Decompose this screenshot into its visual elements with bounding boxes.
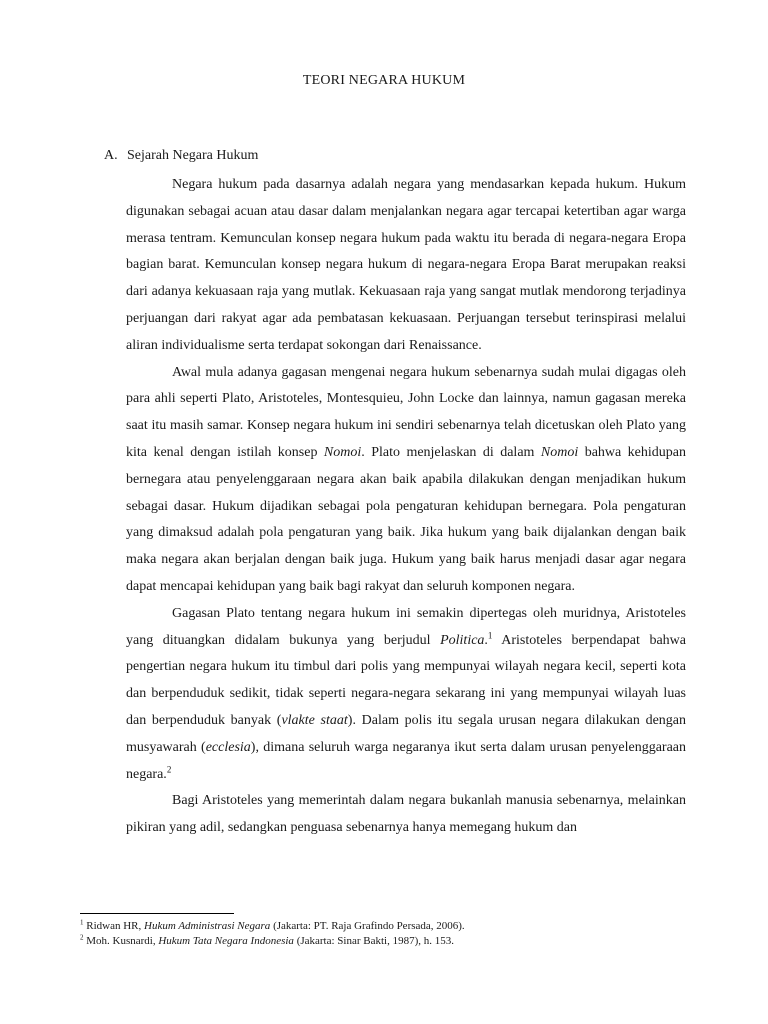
footnote	[80, 934, 700, 949]
text-run: .	[484, 632, 488, 648]
italic-text: Nomoi	[540, 444, 579, 460]
italic-text: Hukum Tata Negara Indonesia	[158, 935, 294, 947]
italic-text: Nomoi	[323, 444, 362, 460]
footnote-reference[interactable]: 1	[487, 629, 493, 640]
text-run: ), dimana seluruh warga negaranya ikut serta dalam urusan penyelenggaraan negara.	[126, 739, 686, 782]
text-run: bahwa kehidupan bernegara atau penyelenggaraan negara akan baik apabila dilakukan dengan menjadikan hukum sebagai dasar. Hukum dijadikan sebagai pola pengaturan kehidupan bernegara. Pola pengaturan yang dimaksud adalah pola pengaturan yang baik. Jika hukum yang baik dijalankan dengan baik maka negara akan berjalan dengan baik juga. Hukum yang baik harus menjadi dasar agar negara dapat mencapai kehidupan yang baik bagi rakyat dan seluruh komponen negara.	[126, 444, 687, 594]
paragraph	[126, 360, 686, 601]
text-run: ). Dalam polis itu segala urusan negara dilakukan dengan musyawarah (	[126, 712, 686, 755]
body-text	[126, 172, 686, 842]
footnotes	[80, 919, 700, 949]
footnote	[80, 919, 700, 934]
footnote-separator	[80, 913, 234, 914]
paragraph	[126, 788, 686, 842]
text-run: Gagasan Plato tentang negara hukum ini semakin dipertegas oleh muridnya, Aristoteles yang dituangkan didalam bukunya yang berjudul	[126, 605, 686, 648]
text-run: (Jakarta: PT. Raja Grafindo Persada, 2006).	[270, 920, 465, 932]
text-run: . Plato menjelaskan di dalam	[361, 444, 541, 460]
section-heading-text: Sejarah Negara Hukum	[127, 148, 259, 163]
text-run: Negara hukum pada dasarnya adalah negara yang mendasarkan kepada hukum. Hukum digunakan sebagai acuan atau dasar dalam menjalankan negara agar tercapai ketertiban agar warga merasa tentram. Kemunculan konsep negara hukum pada waktu itu berada di negara-negara Eropa bagian barat. Kemunculan konsep negara hukum di negara-negara Eropa Barat merupakan reaksi dari adanya kekuasaan raja yang mutlak. Kekuasaan raja yang sangat mutlak mendorong terjadinya perjuangan dari rakyat agar ada pembatasan kekuasaan. Perjuangan tersebut terinspirasi melalui aliran individualisme serta terdapat sokongan dari Renaissance.	[126, 177, 686, 353]
paragraph	[126, 172, 686, 360]
text-run: Ridwan HR,	[83, 920, 144, 932]
footnote-number: 1	[80, 918, 84, 927]
section-marker: A.	[104, 148, 118, 163]
text-run: (Jakarta: Sinar Bakti, 1987), h. 153.	[293, 935, 455, 947]
text-run: Moh. Kusnardi,	[83, 935, 159, 947]
text-run: Aristoteles berpendapat bahwa pengertian negara hukum itu timbul dari polis yang mempunyai wilayah negara kecil, seperti kota dan berpenduduk sedikit, tidak seperti negara-negara sekarang ini yang mempunyai wilayah luas dan berpenduduk banyak (	[126, 632, 686, 728]
section-heading	[104, 148, 258, 164]
text-run: Bagi Aristoteles yang memerintah dalam negara bukanlah manusia sebenarnya, melainkan pikiran yang adil, sedangkan penguasa sebenarnya hanya memegang hukum dan	[126, 793, 686, 836]
page-title: TEORI NEGARA HUKUM	[302, 73, 466, 88]
footnote-reference[interactable]: 2	[166, 763, 172, 774]
text-run: Awal mula adanya gagasan mengenai negara hukum sebenarnya sudah mulai digagas oleh para ahli seperti Plato, Aristoteles, Montesquieu, John Locke dan lainnya, namun gagasan mereka saat itu masih samar. Konsep negara hukum ini sendiri sebenarnya telah dicetuskan oleh Plato yang kita kenal dengan istilah konsep	[126, 364, 686, 460]
italic-text: Politica	[440, 632, 485, 648]
italic-text: Hukum Administrasi Negara	[144, 920, 271, 932]
footnote-number: 2	[80, 933, 84, 942]
paragraph	[126, 601, 686, 789]
italic-text: ecclesia	[205, 739, 251, 755]
italic-text: vlakte staat	[281, 712, 348, 728]
